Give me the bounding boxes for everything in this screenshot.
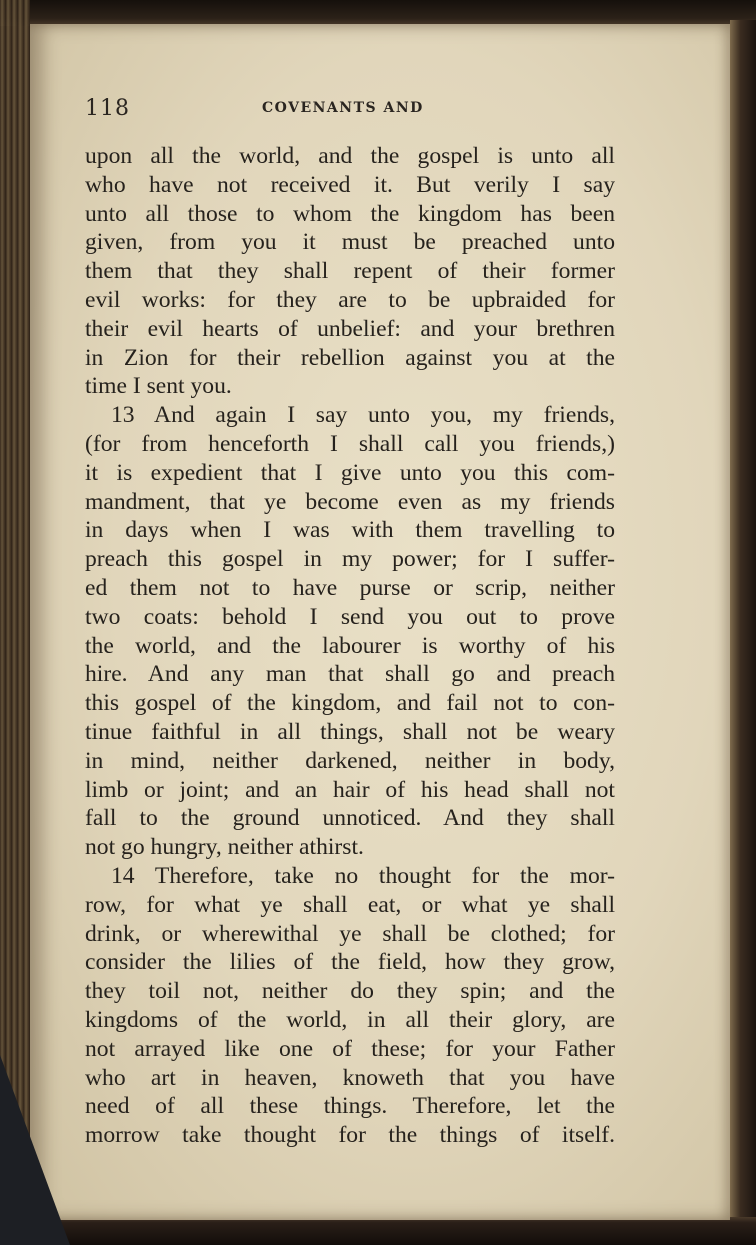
text-line: they toil not, neither do they spin; and the — [85, 978, 615, 1005]
text-line: consider the lilies of the field, how they grow, — [85, 949, 615, 976]
text-line: (for from henceforth I shall call you friends,) — [85, 430, 615, 457]
text-line: who have not received it. But verily I say — [85, 171, 615, 198]
text-line: limb or joint; and an hair of his head shall not — [85, 776, 615, 803]
text-line: this gospel of the kingdom, and fail not to con- — [85, 690, 615, 717]
text-line: tinue faithful in all things, shall not be weary — [85, 718, 615, 745]
text-line: not arrayed like one of these; for your Father — [85, 1035, 615, 1062]
text-line: unto all those to whom the kingdom has been — [85, 200, 615, 227]
text-line: it is expedient that I give unto you this com- — [85, 459, 615, 486]
text-line: ed them not to have purse or scrip, neither — [85, 574, 615, 601]
text-line: given, from you it must be preached unto — [85, 229, 615, 256]
text-line: row, for what ye shall eat, or what ye shall — [85, 891, 615, 918]
text-line: the world, and the labourer is worthy of his — [85, 632, 615, 659]
text-line: 13 And again I say unto you, my friends, — [111, 402, 615, 429]
text-line: hire. And any man that shall go and preach — [85, 661, 615, 688]
bottom-edge — [0, 1217, 756, 1245]
page-stack-right — [730, 20, 756, 1225]
body-text — [85, 142, 615, 1150]
text-line: two coats: behold I send you out to prove — [85, 603, 615, 630]
text-line: drink, or wherewithal ye shall be clothed; for — [85, 920, 615, 947]
text-line: them that they shall repent of their former — [85, 258, 615, 285]
text-line: who art in heaven, knoweth that you have — [85, 1064, 615, 1091]
text-line: fall to the ground unnoticed. And they shall — [85, 805, 615, 832]
text-line: evil works: for they are to be upbraided for — [85, 286, 615, 313]
text-line: upon all the world, and the gospel is unto all — [85, 143, 615, 169]
text-line: time I sent you. — [85, 373, 232, 400]
text-line: mandment, that ye become even as my friends — [85, 488, 615, 515]
running-head: COVENANTS AND — [262, 100, 424, 116]
page-header — [85, 96, 485, 122]
page-number: 118 — [85, 96, 130, 121]
text-line: in days when I was with them travelling to — [85, 517, 615, 544]
text-line: 14 Therefore, take no thought for the mor- — [111, 862, 615, 889]
text-line: morrow take thought for the things of itself. — [85, 1122, 615, 1149]
text-line: in mind, neither darkened, neither in body, — [85, 747, 615, 774]
text-line: in Zion for their rebellion against you at the — [85, 344, 615, 371]
book-cover-corner — [0, 1055, 70, 1245]
text-line: need of all these things. Therefore, let the — [85, 1093, 615, 1120]
text-line: their evil hearts of unbelief: and your brethren — [85, 315, 615, 342]
text-line: kingdoms of the world, in all their glory, are — [85, 1006, 615, 1033]
text-line: preach this gospel in my power; for I suffer- — [85, 546, 615, 573]
top-edge — [0, 0, 756, 26]
text-line: not go hungry, neither athirst. — [85, 834, 364, 861]
